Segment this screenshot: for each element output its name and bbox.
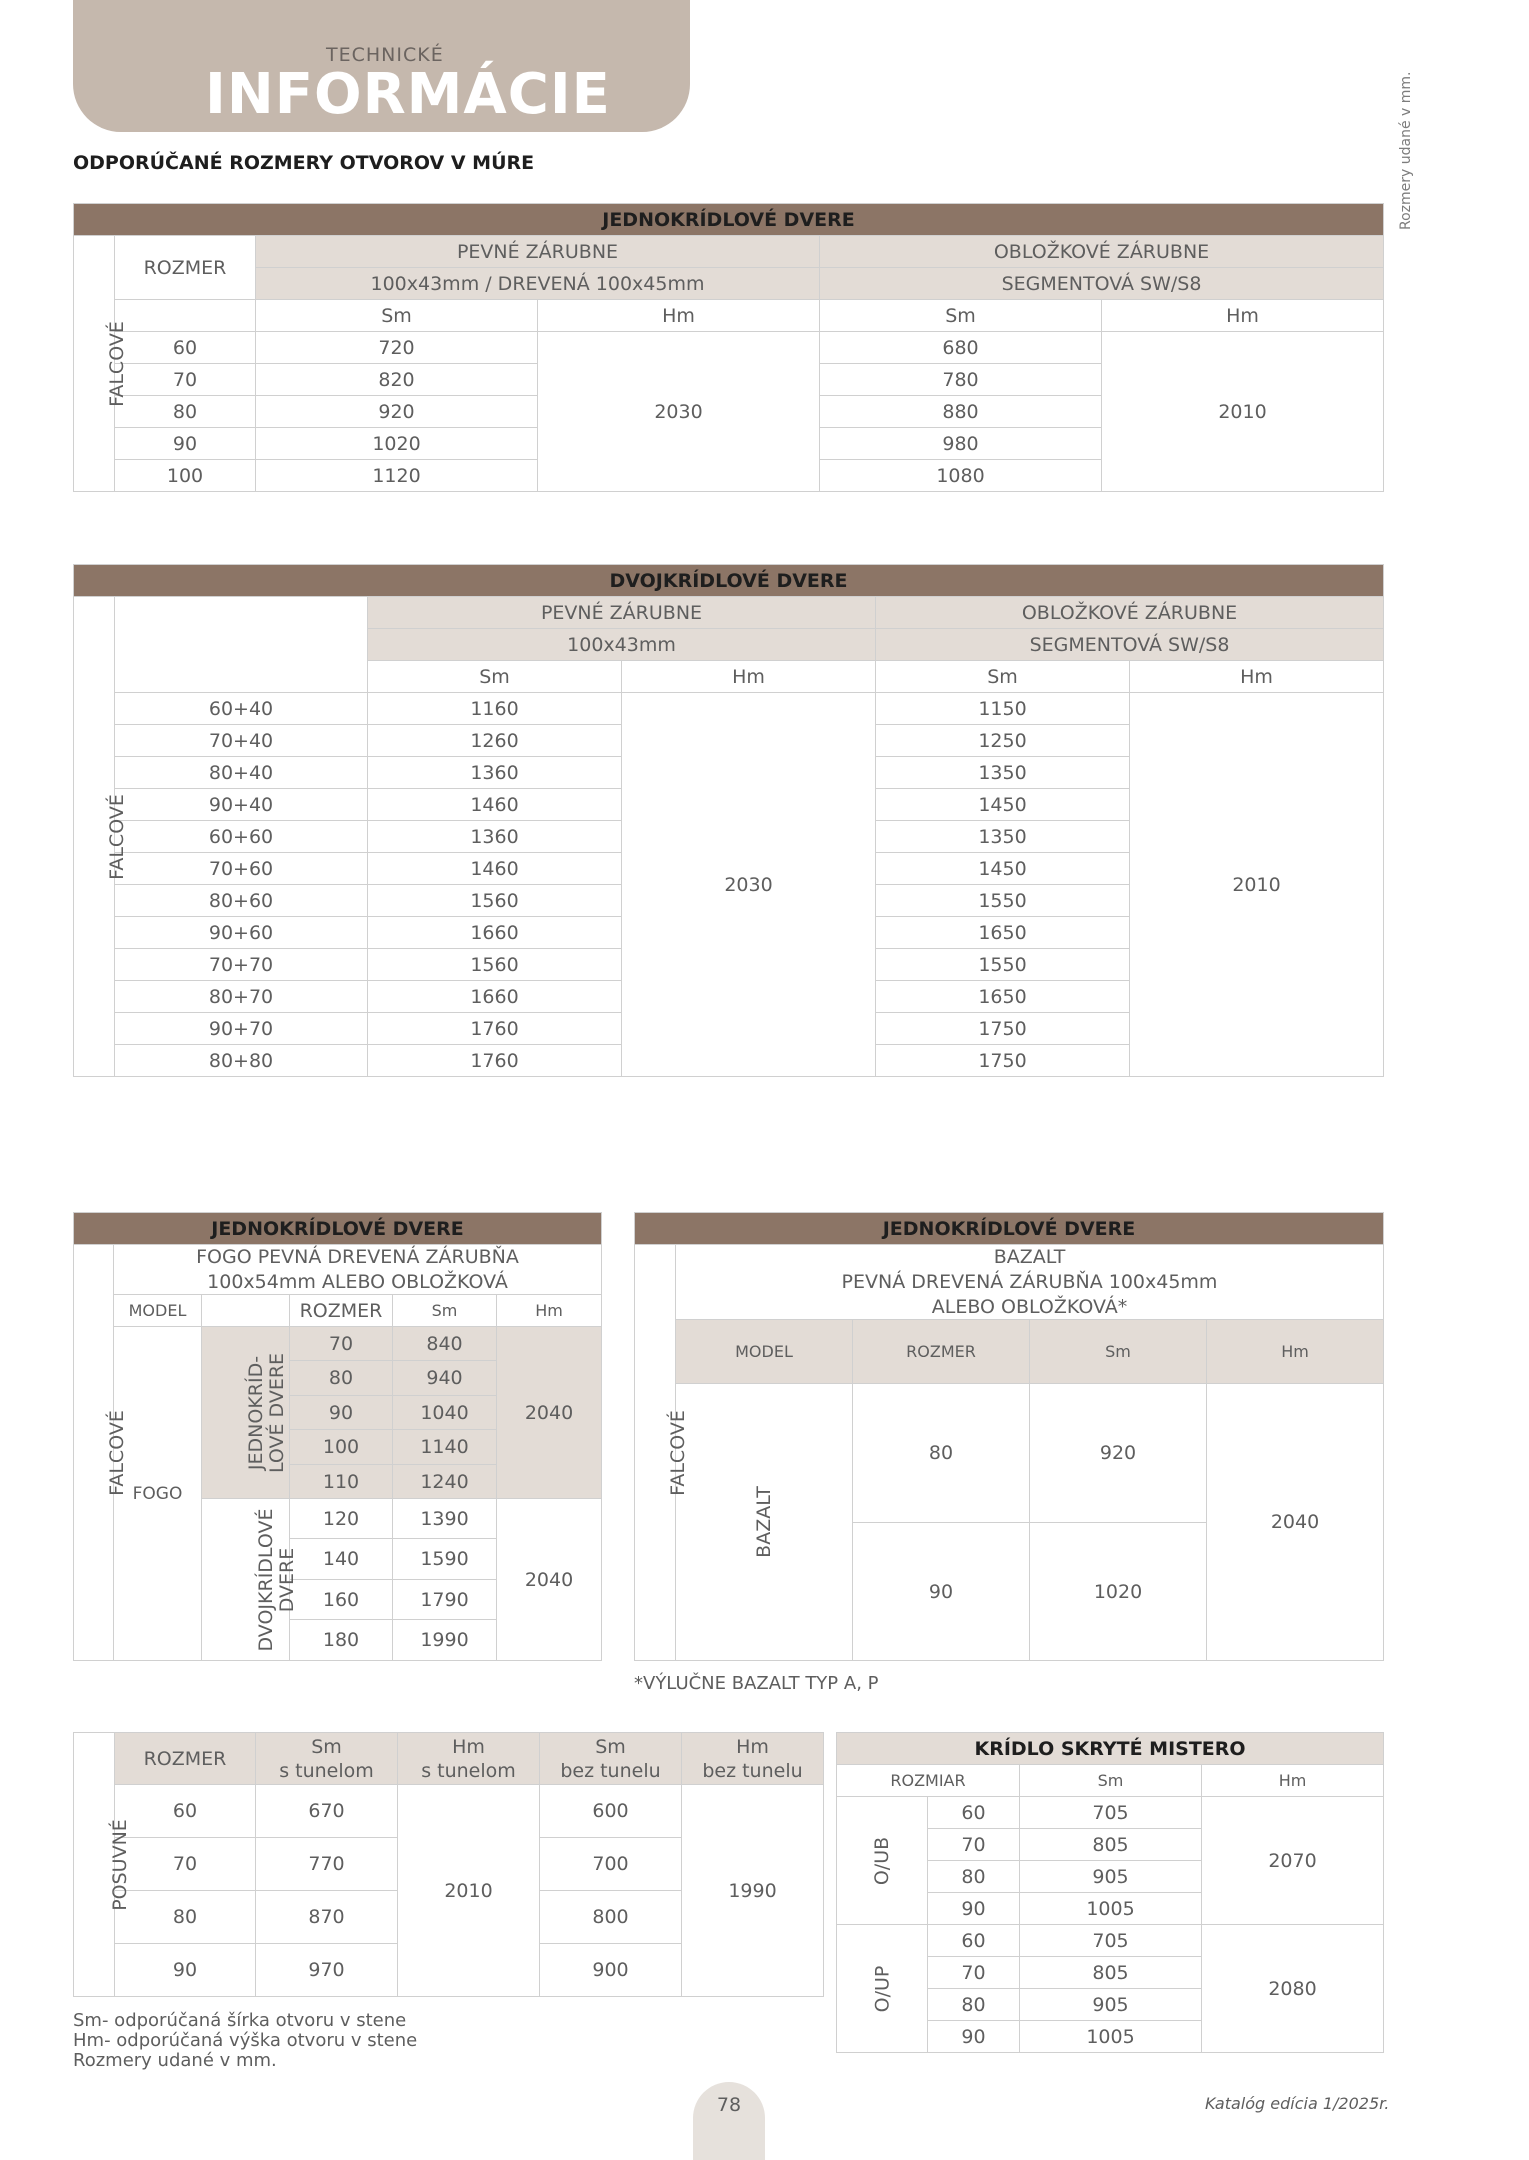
cell-sm: 1080 [820, 460, 1102, 492]
cell-sm: 600 [540, 1785, 682, 1838]
cell-hm: 2070 [1202, 1797, 1384, 1925]
table-row [74, 1327, 602, 1361]
cell-sm: 1750 [876, 1045, 1130, 1077]
page-title: INFORMÁCIE [205, 62, 611, 127]
cell-rozmer: 60+60 [115, 821, 368, 853]
cell-rozmer: 80 [290, 1361, 393, 1396]
cell-sm: 705 [1020, 1797, 1202, 1829]
cell-rozmer: 90 [928, 1893, 1020, 1925]
cell-rozmer: 80+80 [115, 1045, 368, 1077]
cell-rozmer: 100 [290, 1430, 393, 1465]
cell-sm: 1040 [393, 1396, 497, 1430]
cell-rozmer: 70 [115, 1838, 256, 1891]
table-single-doors [73, 203, 1384, 492]
cell-sm: 1390 [393, 1499, 497, 1539]
cell-rozmer: 90+70 [115, 1013, 368, 1045]
cell-sm: 720 [256, 332, 538, 364]
cell-model: FOGO [114, 1327, 202, 1661]
col-header-model: MODEL [114, 1295, 202, 1327]
table-title: DVOJKRÍDLOVÉ DVERE [74, 565, 1384, 597]
cell-sm: 920 [1030, 1384, 1207, 1523]
cell-sm: 1460 [368, 853, 622, 885]
table-subtitle: ALEBO OBLOŽKOVÁ* [676, 1295, 1384, 1320]
table-fogo [73, 1212, 602, 1661]
cell-hm: 2030 [538, 332, 820, 492]
cell-rozmer: 90 [115, 428, 256, 460]
cell-hm: 1990 [682, 1785, 824, 1997]
table-subtitle: PEVNÁ DREVENÁ ZÁRUBŇA 100x45mm [676, 1270, 1384, 1295]
cell-sm: 880 [820, 396, 1102, 428]
cell-sm: 1590 [393, 1539, 497, 1580]
col-header-hm: Hm [1207, 1320, 1384, 1384]
col-header-sm: Sm [876, 661, 1130, 693]
cell-sm: 1650 [876, 917, 1130, 949]
col-header-hm-no-tunnel: Hm bez tunelu [682, 1733, 824, 1785]
cell-rozmer: 60 [928, 1925, 1020, 1957]
group-header: OBLOŽKOVÉ ZÁRUBNE [876, 597, 1384, 629]
section-title: ODPORÚČANÉ ROZMERY OTVOROV V MÚRE [73, 152, 535, 174]
cell-sm: 1560 [368, 949, 622, 981]
cell-sm: 1760 [368, 1045, 622, 1077]
col-header-hm: Hm [1130, 661, 1384, 693]
col-header-sm: Sm [1020, 1765, 1202, 1797]
cell-sm: 805 [1020, 1957, 1202, 1989]
group-header: PEVNÉ ZÁRUBNE [368, 597, 876, 629]
cell-rozmer: 90 [115, 1944, 256, 1997]
col-header-rozmiar: ROZMIAR [837, 1765, 1020, 1797]
cell-sm: 1560 [368, 885, 622, 917]
empty-cell [115, 597, 368, 693]
cell-rozmer: 80 [928, 1861, 1020, 1893]
cell-rozmer: 80 [928, 1989, 1020, 2021]
col-header-sm: Sm [393, 1295, 497, 1327]
cell-hm: 2040 [1207, 1384, 1384, 1661]
cell-rozmer: 90+40 [115, 789, 368, 821]
cell-sm: 1020 [1030, 1523, 1207, 1661]
cell-rozmer: 60 [115, 1785, 256, 1838]
cell-sm: 920 [256, 396, 538, 428]
group-header: PEVNÉ ZÁRUBNE [256, 236, 820, 268]
col-header-sm: Sm [256, 300, 538, 332]
cell-model: BAZALT [676, 1384, 853, 1661]
empty-cell [202, 1295, 290, 1327]
side-label: POSUVNÉ [74, 1733, 115, 1997]
cell-sm: 1005 [1020, 1893, 1202, 1925]
side-label: FALCOVÉ [74, 236, 115, 492]
table-row [837, 1797, 1384, 1829]
table-subtitle: 100x54mm ALEBO OBLOŽKOVÁ [114, 1270, 602, 1295]
table-title: JEDNOKRÍDLOVÉ DVERE [635, 1213, 1384, 1245]
cell-rozmer: 70 [115, 364, 256, 396]
cell-sm: 1150 [876, 693, 1130, 725]
table-subtitle: FOGO PEVNÁ DREVENÁ ZÁRUBŇA [114, 1245, 602, 1270]
cell-rozmer: 80+70 [115, 981, 368, 1013]
cell-rozmer: 60 [928, 1797, 1020, 1829]
cell-sm: 970 [256, 1944, 398, 1997]
col-header-rozmer: ROZMER [290, 1295, 393, 1327]
group-subheader: 100x43mm [368, 629, 876, 661]
cell-sm: 780 [820, 364, 1102, 396]
cell-rozmer: 70 [928, 1957, 1020, 1989]
cell-rozmer: 90 [290, 1396, 393, 1430]
group-header: OBLOŽKOVÉ ZÁRUBNE [820, 236, 1384, 268]
cell-hm: 2010 [398, 1785, 540, 1997]
cell-sm: 1790 [393, 1580, 497, 1620]
cell-rozmer: 110 [290, 1465, 393, 1499]
cell-sm: 1160 [368, 693, 622, 725]
table-row [74, 693, 1384, 725]
cell-rozmer: 80 [115, 1891, 256, 1944]
cell-hm: 2040 [497, 1499, 602, 1661]
cell-sm: 1260 [368, 725, 622, 757]
cell-rozmer: 180 [290, 1620, 393, 1661]
col-header-sm-tunnel: Sm s tunelom [256, 1733, 398, 1785]
col-header-sm: Sm [368, 661, 622, 693]
cell-sm: 1360 [368, 757, 622, 789]
cell-sm: 1005 [1020, 2021, 1202, 2053]
col-header-hm: Hm [497, 1295, 602, 1327]
group-label: O/UB [837, 1797, 928, 1925]
cell-sm: 1240 [393, 1465, 497, 1499]
cell-sm: 800 [540, 1891, 682, 1944]
side-label: FALCOVÉ [635, 1245, 676, 1661]
cell-rozmer: 60 [115, 332, 256, 364]
cell-sm: 1360 [368, 821, 622, 853]
cell-sm: 1460 [368, 789, 622, 821]
table-double-doors [73, 564, 1384, 1077]
group-subheader: 100x43mm / DREVENÁ 100x45mm [256, 268, 820, 300]
table-row [74, 332, 1384, 364]
footnote: *VÝLUČNE BAZALT TYP A, P [634, 1673, 879, 1694]
cell-sm: 1550 [876, 885, 1130, 917]
table-row [837, 1925, 1384, 1957]
group-label: DVOJKRÍDLOVÉ DVERE [202, 1499, 290, 1661]
cell-sm: 1550 [876, 949, 1130, 981]
col-header-sm: Sm [1030, 1320, 1207, 1384]
col-header-hm: Hm [622, 661, 876, 693]
cell-sm: 680 [820, 332, 1102, 364]
cell-sm: 805 [1020, 1829, 1202, 1861]
col-header-rozmer: ROZMER [115, 236, 256, 300]
table-subtitle: BAZALT [676, 1245, 1384, 1270]
cell-hm: 2010 [1130, 693, 1384, 1077]
cell-rozmer: 70 [928, 1829, 1020, 1861]
legend-line: Rozmery udané v mm. [73, 2050, 277, 2071]
cell-rozmer: 120 [290, 1499, 393, 1539]
cell-sm: 770 [256, 1838, 398, 1891]
cell-rozmer: 70+40 [115, 725, 368, 757]
page-number: 78 [716, 2094, 742, 2116]
cell-rozmer: 70+70 [115, 949, 368, 981]
table-sliding [73, 1732, 824, 1997]
col-header-hm: Hm [1102, 300, 1384, 332]
side-label: FALCOVÉ [74, 1245, 114, 1661]
col-header-sm: Sm [820, 300, 1102, 332]
table-title: KRÍDLO SKRYTÉ MISTERO [837, 1733, 1384, 1765]
cell-rozmer: 90 [928, 2021, 1020, 2053]
cell-rozmer: 70+60 [115, 853, 368, 885]
legend [73, 2011, 417, 2071]
cell-rozmer: 80 [115, 396, 256, 428]
cell-rozmer: 90+60 [115, 917, 368, 949]
cell-sm: 1760 [368, 1013, 622, 1045]
cell-sm: 1350 [876, 757, 1130, 789]
cell-sm: 840 [393, 1327, 497, 1361]
table-mistero [836, 1732, 1384, 2053]
cell-rozmer: 140 [290, 1539, 393, 1580]
cell-rozmer: 60+40 [115, 693, 368, 725]
cell-hm: 2080 [1202, 1925, 1384, 2053]
cell-hm: 2010 [1102, 332, 1384, 492]
cell-sm: 820 [256, 364, 538, 396]
cell-rozmer: 160 [290, 1580, 393, 1620]
table-title: JEDNOKRÍDLOVÉ DVERE [74, 204, 1384, 236]
cell-hm: 2040 [497, 1327, 602, 1499]
col-header-hm: Hm [1202, 1765, 1384, 1797]
group-subheader: SEGMENTOVÁ SW/S8 [820, 268, 1384, 300]
cell-sm: 940 [393, 1361, 497, 1396]
cell-sm: 1250 [876, 725, 1130, 757]
cell-sm: 1350 [876, 821, 1130, 853]
legend-line: Hm- odporúčaná výška otvoru v stene [73, 2030, 418, 2051]
cell-sm: 900 [540, 1944, 682, 1997]
cell-sm: 980 [820, 428, 1102, 460]
legend-line: Sm- odporúčaná šírka otvoru v stene [73, 2010, 407, 2031]
cell-sm: 700 [540, 1838, 682, 1891]
cell-rozmer: 80+40 [115, 757, 368, 789]
header-subtitle: TECHNICKÉ [326, 44, 444, 66]
cell-rozmer: 80 [853, 1384, 1030, 1523]
col-header-rozmer: ROZMER [115, 1733, 256, 1785]
cell-rozmer: 90 [853, 1523, 1030, 1661]
side-note: Rozmery udané v mm. [1398, 71, 1414, 230]
cell-sm: 1140 [393, 1430, 497, 1465]
cell-rozmer: 80+60 [115, 885, 368, 917]
cell-sm: 705 [1020, 1925, 1202, 1957]
table-row [635, 1384, 1384, 1523]
side-label: FALCOVÉ [74, 597, 115, 1077]
cell-sm: 1450 [876, 853, 1130, 885]
cell-sm: 1120 [256, 460, 538, 492]
group-label: O/UP [837, 1925, 928, 2053]
cell-sm: 670 [256, 1785, 398, 1838]
empty-cell [115, 300, 256, 332]
cell-sm: 1660 [368, 981, 622, 1013]
col-header-sm-no-tunnel: Sm bez tunelu [540, 1733, 682, 1785]
col-header-rozmer: ROZMER [853, 1320, 1030, 1384]
group-label: JEDNOKRÍD-LOVÉ DVERE [202, 1327, 290, 1499]
group-subheader: SEGMENTOVÁ SW/S8 [876, 629, 1384, 661]
col-header-hm-tunnel: Hm s tunelom [398, 1733, 540, 1785]
catalog-edition: Katalóg edícia 1/2025r. [1205, 2094, 1390, 2113]
col-header-model: MODEL [676, 1320, 853, 1384]
cell-rozmer: 70 [290, 1327, 393, 1361]
table-bazalt [634, 1212, 1384, 1661]
cell-sm: 905 [1020, 1861, 1202, 1893]
table-row [74, 1785, 824, 1838]
cell-sm: 905 [1020, 1989, 1202, 2021]
cell-sm: 1450 [876, 789, 1130, 821]
cell-sm: 1750 [876, 1013, 1130, 1045]
table-title: JEDNOKRÍDLOVÉ DVERE [74, 1213, 602, 1245]
cell-sm: 1660 [368, 917, 622, 949]
cell-sm: 1020 [256, 428, 538, 460]
cell-hm: 2030 [622, 693, 876, 1077]
cell-sm: 870 [256, 1891, 398, 1944]
col-header-hm: Hm [538, 300, 820, 332]
cell-sm: 1990 [393, 1620, 497, 1661]
cell-sm: 1650 [876, 981, 1130, 1013]
cell-rozmer: 100 [115, 460, 256, 492]
